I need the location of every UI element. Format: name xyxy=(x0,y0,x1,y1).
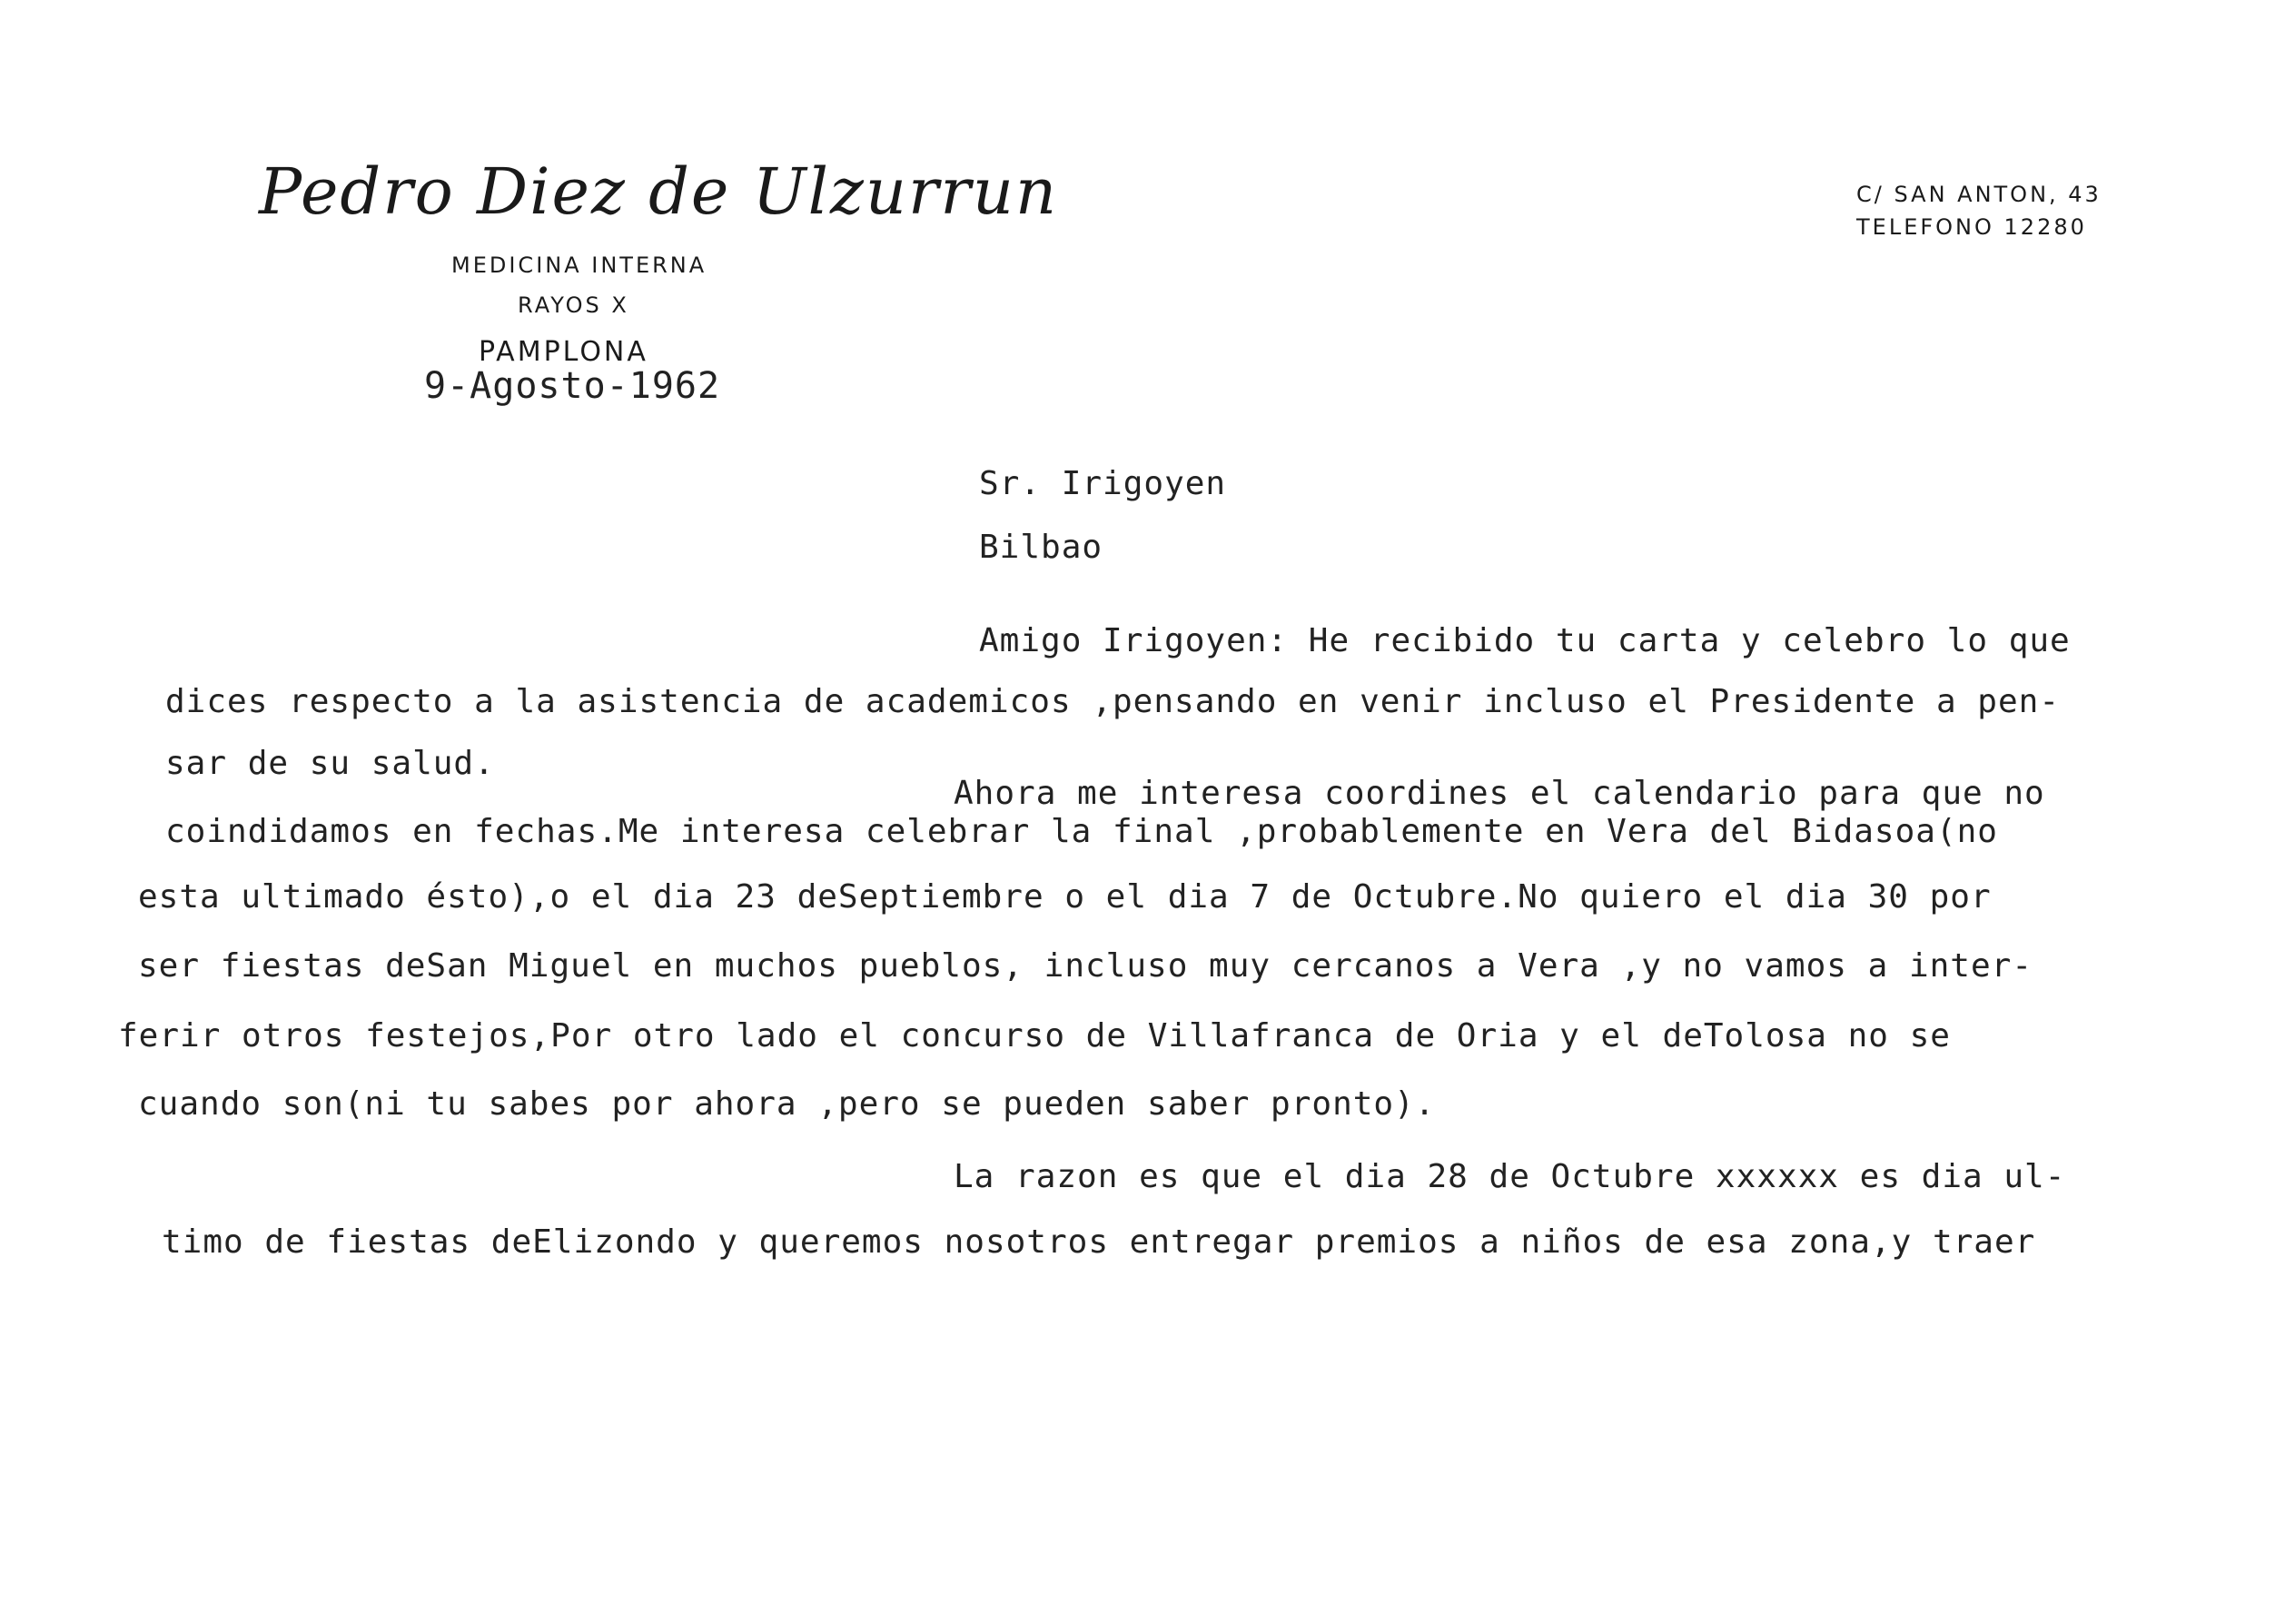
body-line: sar de su salud. xyxy=(165,745,495,782)
letterhead-city: PAMPLONA xyxy=(479,336,648,368)
body-line: Ahora me interesa coordines el calendario para que no xyxy=(954,775,2045,812)
body-line: coindidamos en fechas.Me interesa celebrar la final ,probablemente en Vera del Bidasoa(no xyxy=(165,813,1998,850)
letterhead-xray: RAYOS X xyxy=(518,292,629,318)
recipient-name: Sr. Irigoyen xyxy=(979,465,1227,502)
body-line: Amigo Irigoyen: He recibido tu carta y celebro lo que xyxy=(979,622,2071,659)
body-line: cuando son(ni tu sabes por ahora ,pero se pueden saber pronto). xyxy=(138,1085,1436,1123)
letterhead-specialty: MEDICINA INTERNA xyxy=(451,253,707,278)
recipient-city: Bilbao xyxy=(979,529,1103,566)
body-line: ser fiestas deSan Miguel en muchos pueblos, incluso muy cercanos a Vera ,y no vamos a inter- xyxy=(138,947,2033,985)
body-line: ferir otros festejos,Por otro lado el concurso de Villafranca de Oria y el deTolosa no se xyxy=(118,1017,1951,1055)
body-line: La razon es que el dia 28 de Octubre xxxxxx es dia ul- xyxy=(954,1158,2066,1195)
letterhead-phone: TELEFONO 12280 xyxy=(1856,214,2087,240)
body-line: timo de fiestas deElizondo y queremos nosotros entregar premios a niños de esa zona,y traer xyxy=(162,1223,2036,1261)
body-line: esta ultimado ésto),o el dia 23 deSeptiembre o el dia 7 de Octubre.No quiero el dia 30 por xyxy=(138,878,1992,916)
letter-date: 9-Agosto-1962 xyxy=(424,365,721,407)
body-line: dices respecto a la asistencia de academicos ,pensando en venir incluso el Presidente a pen- xyxy=(165,683,2060,720)
letterhead-address: C/ SAN ANTON, 43 xyxy=(1856,182,2102,207)
letterhead-signature: Pedro Diez de Ulzurrun xyxy=(259,154,1059,229)
